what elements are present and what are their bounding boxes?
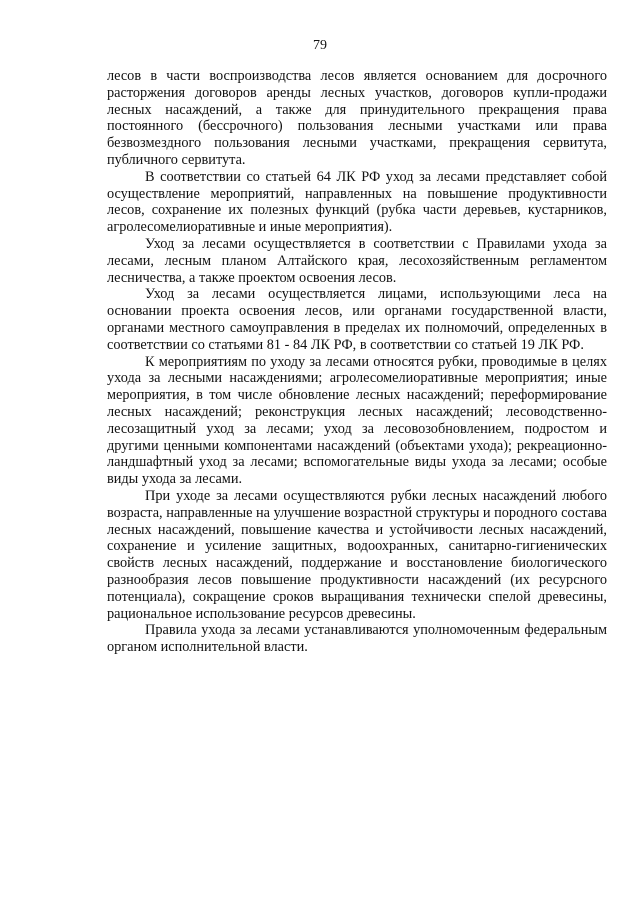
paragraph: лесов в части воспроизводства лесов является основанием для досрочного расторжения договоров аренды лесных участков, договоров купли-продажи лесных насаждений, а также для принудительного прекращения права постоянного (бессрочного) пользования лесными участками или права безвозмездного пользования лесными участками, прекращения сервитута, публичного сервитута. [107,68,607,168]
paragraph: К мероприятиям по уходу за лесами относятся рубки, проводимые в целях ухода за лесными насаждениями; агролесомелиоративные мероприятия; иные мероприятия, в том числе обновление лесных насаждений; переформирование лесных насаждений; реконструкция лесных насаждений; лесоводственно-лесозащитный уход за лесами; уход за лесовозобновлением, подростом и другими ценными компонентами насаждений (объектами ухода); рекреационно-ландшафтный уход за лесами; вспомогательные виды ухода за лесами; особые виды ухода за лесами. [107,353,607,488]
document-body [107,68,607,656]
paragraph: Уход за лесами осуществляется лицами, использующими леса на основании проекта освоения лесов, или органами государственной власти, органами местного самоуправления в пределах их полномочий, определенных в соответствии со статьями 81 - 84 ЛК РФ, в соответствии со статьей 19 ЛК РФ. [107,286,607,353]
paragraph: В соответствии со статьей 64 ЛК РФ уход за лесами представляет собой осуществление мероприятий, направленных на повышение продуктивности лесов, сохранение их полезных функций (рубка части деревьев, кустарников, агролесомелиоративные и иные мероприятия). [107,168,607,236]
paragraph: Правила ухода за лесами устанавливаются уполномоченным федеральным органом исполнительной власти. [107,622,607,656]
paragraph: При уходе за лесами осуществляются рубки лесных насаждений любого возраста, направленные на улучшение возрастной структуры и породного состава лесных насаждений, повышение качества и устойчивости лесных насаждений, сохранение и усиление защитных, водоохранных, санитарно-гигиенических свойств лесных насаждений, поддержание и восстановление биологического разнообразия лесов повышение продуктивности насаждений (их ресурсного потенциала), сокращение сроков выращивания технически спелой древесины, рациональное использование ресурсов древесины. [107,487,607,622]
page-number: 79 [313,38,327,53]
paragraph: Уход за лесами осуществляется в соответствии с Правилами ухода за лесами, лесным планом Алтайского края, лесохозяйственным регламентом лесничества, а также проектом освоения лесов. [107,235,607,286]
